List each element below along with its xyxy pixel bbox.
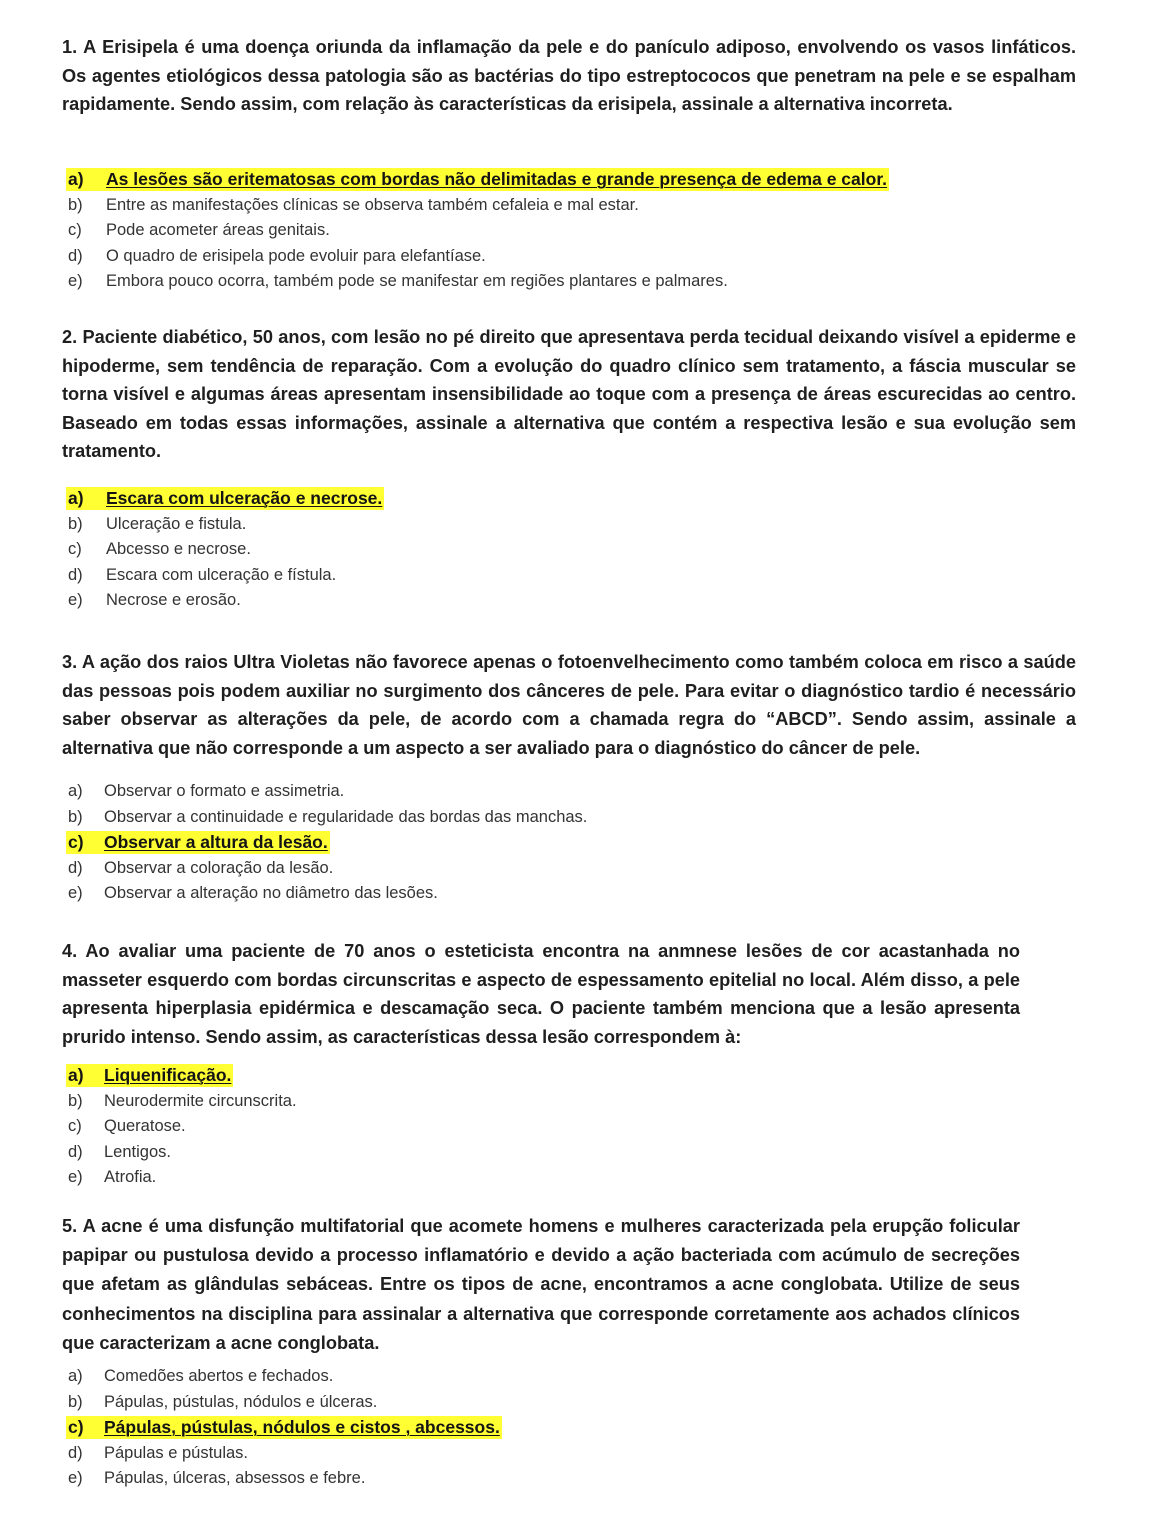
option-text: Neurodermite circunscrita. <box>104 1091 297 1110</box>
option-b <box>68 193 889 219</box>
option-text: Liquenificação. <box>104 1065 232 1085</box>
question-5-text: 5. A acne é uma disfunção multifatorial que acomete homens e mulheres caracterizada pela erupção folicular papipar ou pustulosa devido a processo inflamatório e devido a ação bacteriada com acúmulo de secreções que afetam as glândulas sebáceas. Entre os tipos de acne, encontramos a acne conglobata. Utilize de seus conhecimentos na disciplina para assinalar a alternativa que corresponde corretamente aos achados clínicos que caracterizam a acne conglobata. <box>62 1216 1020 1353</box>
option-letter: e) <box>68 1168 83 1186</box>
option-text: Pápulas, pústulas, nódulos e cistos , abcessos. <box>104 1417 500 1437</box>
option-text: Necrose e erosão. <box>106 591 241 609</box>
option-c-highlighted <box>68 830 587 856</box>
option-letter: d) <box>68 1142 83 1161</box>
option-e <box>68 1466 502 1492</box>
option-letter: b) <box>68 1392 83 1411</box>
question-5-options <box>68 1364 502 1492</box>
option-c-highlighted <box>68 1415 502 1441</box>
option-text: As lesões são eritematosas com bordas não delimitadas e grande presença de edema e calor. <box>106 169 888 189</box>
option-text: Comedões abertos e fechados. <box>104 1367 334 1385</box>
option-letter: b) <box>68 807 83 826</box>
option-d <box>68 856 587 882</box>
option-a-highlighted <box>68 1063 297 1089</box>
option-letter: c) <box>68 1117 82 1135</box>
option-text: Pápulas, pústulas, nódulos e úlceras. <box>104 1392 378 1411</box>
question-2-text: 2. Paciente diabético, 50 anos, com lesão no pé direito que apresentava perda tecidual deixando visível a epiderme e hipoderme, sem tendência de reparação. Com a evolução do quadro clínico sem tratamento, a fáscia muscular se torna visível e algumas áreas apresentam insensibilidade ao toque com a presença de áreas escurecidas ao centro. Baseado em todas essas informações, assinale a alternativa que contém a respectiva lesão e sua evolução sem tratamento. <box>62 327 1076 461</box>
option-d <box>68 1140 297 1166</box>
option-b <box>68 1390 502 1416</box>
question-1-text: 1. A Erisipela é uma doença oriunda da inflamação da pele e do panículo adiposo, envolvendo os vasos linfáticos. Os agentes etiológicos dessa patologia são as bactérias do tipo estreptococos que penetram na pele e se espalham rapidamente. Sendo assim, com relação às características da erisipela, assinale a alternativa incorreta. <box>62 37 1076 114</box>
option-letter: d) <box>68 565 83 584</box>
option-text: O quadro de erisipela pode evoluir para elefantíase. <box>106 246 486 265</box>
option-text: Atrofia. <box>104 1168 157 1186</box>
option-b <box>68 805 587 831</box>
option-letter: c) <box>68 221 82 239</box>
question-3-options <box>68 779 587 907</box>
option-text: Queratose. <box>104 1117 186 1135</box>
option-b <box>68 512 384 538</box>
option-letter: a) <box>68 782 83 800</box>
option-letter: e) <box>68 591 83 609</box>
question-1-options <box>68 167 889 295</box>
option-letter: c) <box>68 832 84 852</box>
option-text: Observar a alteração no diâmetro das lesões. <box>104 884 438 902</box>
option-e <box>68 588 384 614</box>
option-text: Embora pouco ocorra, também pode se manifestar em regiões plantares e palmares. <box>106 272 728 290</box>
option-letter: c) <box>68 540 82 558</box>
option-letter: b) <box>68 1091 83 1110</box>
option-letter: e) <box>68 884 83 902</box>
option-c <box>68 218 889 244</box>
option-text: Lentigos. <box>104 1142 171 1161</box>
option-letter: d) <box>68 858 83 877</box>
option-a <box>68 1364 502 1390</box>
option-letter: a) <box>68 1367 83 1385</box>
option-text: Pode acometer áreas genitais. <box>106 221 330 239</box>
option-text: Observar a coloração da lesão. <box>104 858 334 877</box>
option-a <box>68 779 587 805</box>
option-letter: d) <box>68 1443 83 1462</box>
question-4-text: 4. Ao avaliar uma paciente de 70 anos o esteticista encontra na anmnese lesões de cor acastanhada no masseter esquerdo com bordas circunscritas e aspecto de espessamento epitelial no local. Além disso, a pele apresenta hiperplasia epidérmica e descamação seca. O paciente também menciona que a lesão apresenta prurido intenso. Sendo assim, as características dessa lesão correspondem à: <box>62 941 1020 1047</box>
question-2-options <box>68 486 384 614</box>
option-text: Observar o formato e assimetria. <box>104 782 345 800</box>
option-d <box>68 563 384 589</box>
option-text: Observar a continuidade e regularidade das bordas das manchas. <box>104 807 588 826</box>
option-letter: a) <box>68 169 84 189</box>
option-text: Escara com ulceração e fístula. <box>106 565 337 584</box>
option-letter: e) <box>68 272 83 290</box>
option-text: Entre as manifestações clínicas se observa também cefaleia e mal estar. <box>106 195 639 214</box>
option-text: Pápulas e pústulas. <box>104 1443 249 1462</box>
option-letter: a) <box>68 1065 84 1085</box>
question-3-text: 3. A ação dos raios Ultra Violetas não favorece apenas o fotoenvelhecimento como também coloca em risco a saúde das pessoas pois podem auxiliar no surgimento dos cânceres de pele. Para evitar o diagnóstico tardio é necessário saber observar as alterações da pele, de acordo com a chamada regra do “ABCD”. Sendo assim, assinale a alternativa que não corresponde a um aspecto a ser avaliado para o diagnóstico do câncer de pele. <box>62 652 1076 758</box>
option-d <box>68 244 889 270</box>
option-letter: a) <box>68 488 84 508</box>
option-c <box>68 537 384 563</box>
option-letter: c) <box>68 1417 84 1437</box>
option-c <box>68 1114 297 1140</box>
option-text: Pápulas, úlceras, absessos e febre. <box>104 1469 366 1487</box>
question-4-options <box>68 1063 297 1191</box>
option-text: Ulceração e fistula. <box>106 514 247 533</box>
option-letter: b) <box>68 514 83 533</box>
option-a-highlighted <box>68 486 384 512</box>
option-b <box>68 1089 297 1115</box>
option-letter: d) <box>68 246 83 265</box>
option-letter: e) <box>68 1469 83 1487</box>
option-text: Escara com ulceração e necrose. <box>106 488 383 508</box>
option-text: Abcesso e necrose. <box>106 540 251 558</box>
option-e <box>68 1165 297 1191</box>
option-text: Observar a altura da lesão. <box>104 832 328 852</box>
option-e <box>68 269 889 295</box>
option-d <box>68 1441 502 1467</box>
option-letter: b) <box>68 195 83 214</box>
option-e <box>68 881 587 907</box>
option-a-highlighted <box>68 167 889 193</box>
